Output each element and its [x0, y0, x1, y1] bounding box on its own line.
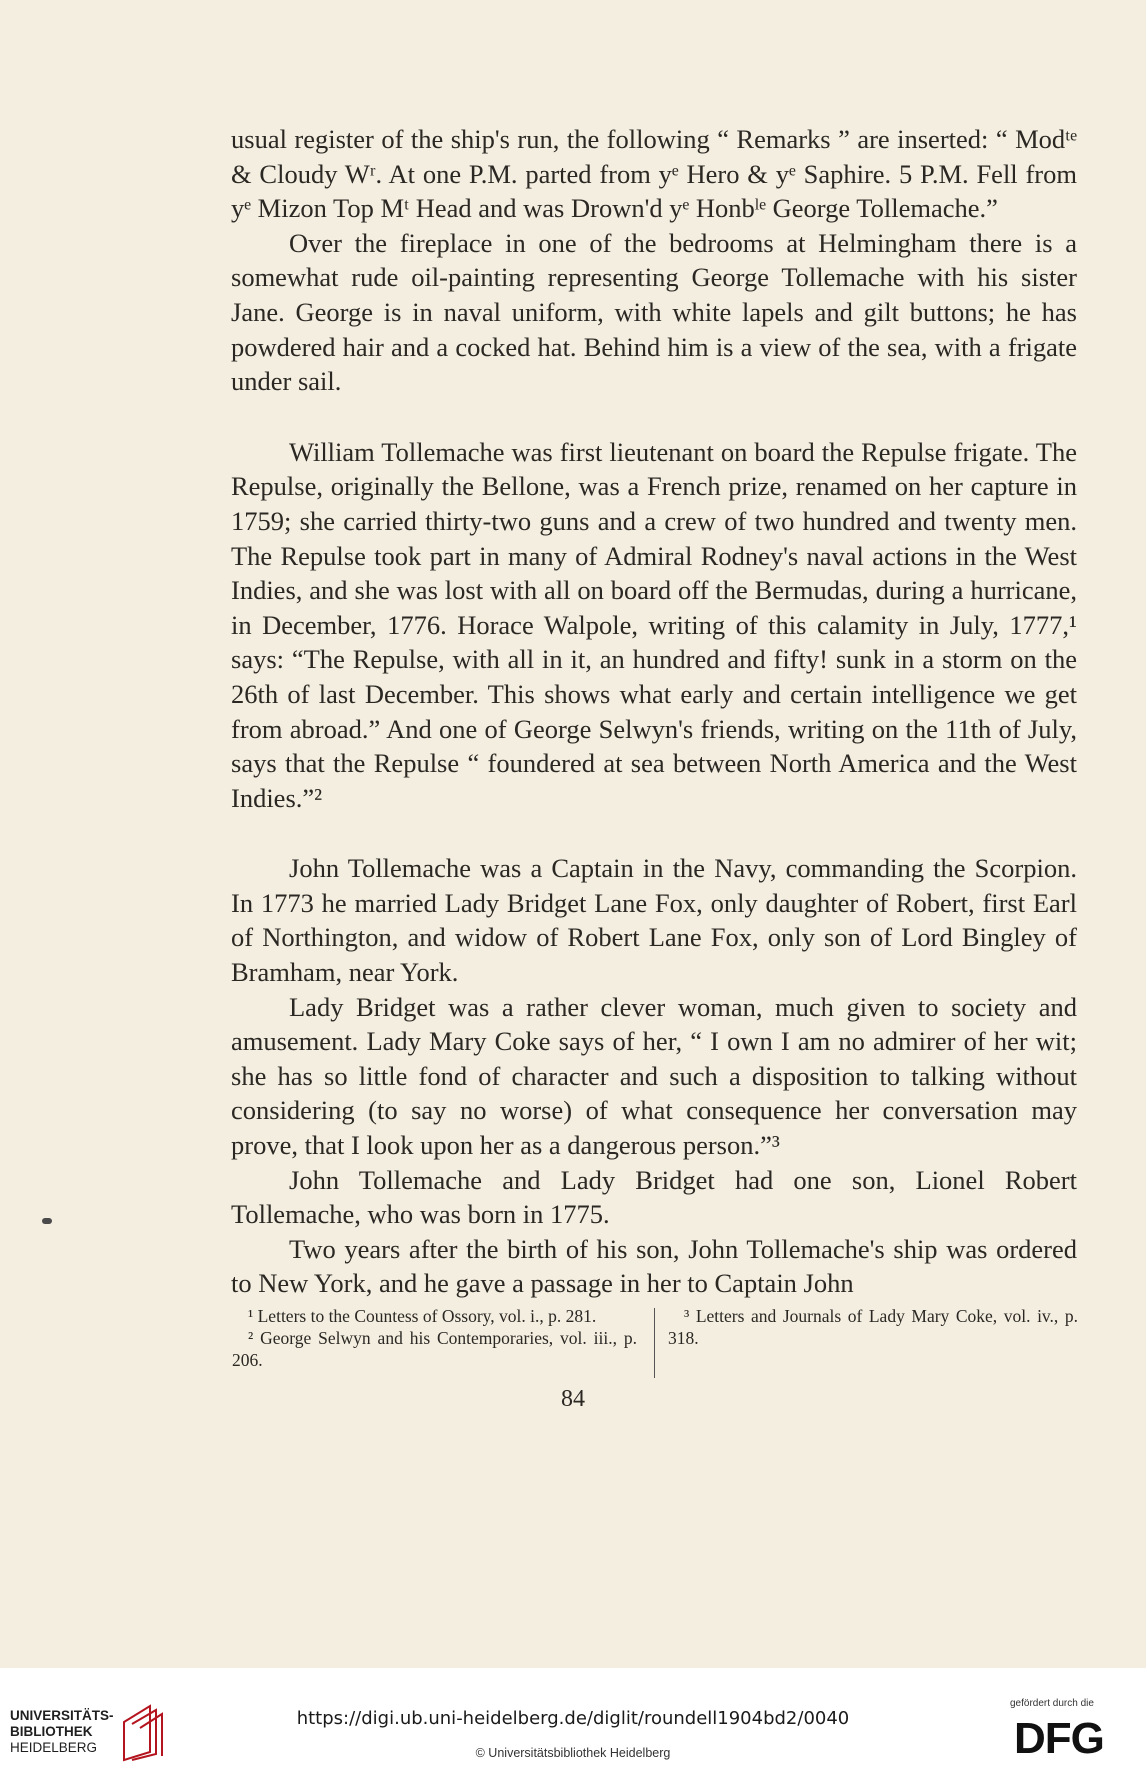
- footnote-1: ¹ Letters to the Countess of Ossory, vol. i., p. 281.: [248, 1306, 597, 1326]
- paragraph-john: John Tollemache was a Captain in the Navy, commanding the Scorpion. In 1773 he married Lady Bridget Lane Fox, only daughter of Robert, first Earl of Northington, and widow of Robert Lane Fox, only son of Lord Bingley of Bramham, near York.: [231, 853, 1077, 988]
- ink-spot: [42, 1218, 52, 1224]
- library-name-line3: HEIDELBERG: [10, 1740, 98, 1755]
- paragraph-remarks: usual register of the ship's run, the following “ Remarks ” are inserted: “ Modᵗᵉ & Cloudy Wʳ. At one P.M. parted from yᵉ Hero & yᵉ Saphire. 5 P.M. Fell from yᵉ Mizon Top Mᵗ Head and was Drown'd yᵉ Honbˡᵉ George Tollemache.”: [231, 124, 1077, 224]
- paragraph-lady-bridget: Lady Bridget was a rather clever woman, much given to society and amusement. Lady Mary Coke says of her, “ I own I am no admirer of her wit; she has so little fond of character and such a disposition to talking without considering (to say no worse) of what consequence her conversation may prove, that I look upon her as a dangerous person.”³: [231, 991, 1077, 1161]
- footnotes-left: [232, 1305, 637, 1371]
- footnotes-right: [668, 1305, 1078, 1349]
- footnote-divider: [654, 1308, 655, 1378]
- paragraph-new-york: Two years after the birth of his son, John Tollemache's ship was ordered to New York, and he gave a passage in her to Captain John: [231, 1233, 1077, 1299]
- page-url-link[interactable]: https://digi.ub.uni-heidelberg.de/diglit/roundell1904bd2/0040: [296, 1708, 850, 1729]
- funder-caption: gefördert durch die: [1010, 1698, 1094, 1709]
- viewer-footer: [0, 1668, 1146, 1769]
- copyright-notice: © Universitätsbibliothek Heidelberg: [475, 1746, 671, 1760]
- paragraph-william: William Tollemache was first lieutenant on board the Repulse frigate. The Repulse, originally the Bellone, was a French prize, renamed on her capture in 1759; she carried thirty-two guns and a crew of two hundred and twenty men. The Repulse took part in many of Admiral Rodney's naval actions in the West Indies, and she was lost with all on board off the Bermudas, during a hurricane, in December, 1776. Horace Walpole, writing of this calamity in July, 1777,¹ says: “The Repulse, with all in it, an hundred and fifty! sunk in a storm on the 26th of last December. This shows what early and certain intelligence we get from abroad.” And one of George Selwyn's friends, writing on the 11th of July, says that the Repulse “ foundered at sea between North America and the West Indies.”²: [231, 436, 1077, 813]
- paragraph-painting: Over the fireplace in one of the bedrooms at Helmingham there is a somewhat rude oil-painting representing George Tollemache with his sister Jane. George is in naval uniform, with white lapels and gilt buttons; he has powdered hair and a cocked hat. Behind him is a view of the sea, with a frigate under sail.: [231, 227, 1077, 397]
- body-text: [231, 122, 1077, 1301]
- paragraph-son: John Tollemache and Lady Bridget had one son, Lionel Robert Tollemache, who was born in 1775.: [231, 1164, 1077, 1230]
- dfg-logo[interactable]: DFG: [1014, 1714, 1104, 1763]
- section-gap: [231, 399, 1077, 435]
- library-name-line2: BIBLIOTHEK: [10, 1724, 93, 1739]
- library-name-line1: UNIVERSITÄTS-: [10, 1708, 114, 1723]
- section-gap: [231, 815, 1077, 851]
- footnote-3: ³ Letters and Journals of Lady Mary Coke, vol. iv., p. 318.: [668, 1306, 1078, 1348]
- footnote-2: ² George Selwyn and his Contemporaries, vol. iii., p. 206.: [232, 1328, 637, 1370]
- page-number: 84: [561, 1386, 585, 1412]
